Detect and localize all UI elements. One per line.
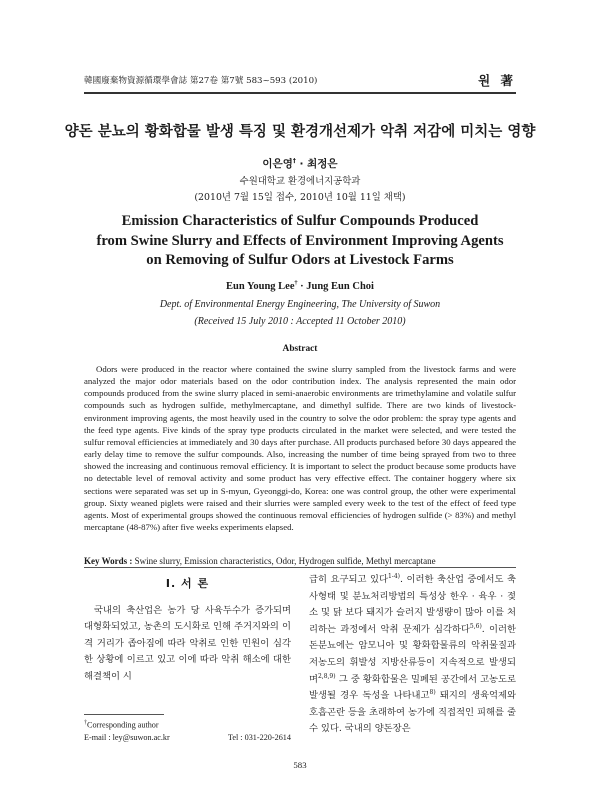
abstract-body xyxy=(84,363,516,533)
citation-ref-4: 8) xyxy=(429,689,436,697)
keywords xyxy=(84,555,516,567)
running-head xyxy=(84,74,516,94)
intro-right-seg-5: 돼지의 생육억제와 호흡곤란 등을 초래하여 농가에 직접적인 피해를 줄 수 있다. 국내의 양돈장은 xyxy=(309,690,516,735)
korean-affiliation: 수원대학교 환경에너지공학과 xyxy=(239,176,361,187)
keywords-text: Swine slurry, Emission characteristics, Odor, Hydrogen sulfide, Methyl mercaptane xyxy=(134,556,436,566)
english-title-line-3: on Removing of Sulfur Odors at Livestock Farms xyxy=(146,252,454,268)
citation-ref-1: 1-4) xyxy=(387,572,400,580)
english-dates: (Received 15 July 2010 : Accepted 11 October 2010) xyxy=(194,316,406,327)
korean-title: 양돈 분뇨의 황화합물 발생 특징 및 환경개선제가 악취 저감에 미치는 영향 xyxy=(64,124,536,140)
intro-right-seg-1: 급히 요구되고 있다 xyxy=(309,574,388,585)
footnote-mark: † xyxy=(84,720,87,726)
journal-citation: 韓國廢棄物資源循環學會誌 第27卷 第7號 583~593 (2010) xyxy=(84,76,318,86)
korean-dates: (2010년 7월 15일 접수, 2010년 10월 11일 채택) xyxy=(194,192,406,203)
english-author-2: · Jung Eun Choi xyxy=(297,281,374,292)
korean-authors xyxy=(0,156,600,171)
footnote xyxy=(84,717,291,744)
section-heading-introduction: I. 서 론 xyxy=(165,577,210,590)
citation-ref-3: 2,8,9) xyxy=(317,672,336,680)
english-title xyxy=(60,212,540,271)
intro-paragraph-left: 국내의 축산업은 농가 당 사육두수가 증가되며 대형화되었고, 농촌의 도시화로 인해 주거지와의 이격 거리가 좁아짐에 따라 악취로 인한 민원이 심각한 상황에 이르고 있고 이에 따라 악취 해소에 대한 해결책이 시 xyxy=(84,604,291,682)
header-rule xyxy=(84,92,516,94)
english-author-1: Eun Young Lee xyxy=(226,281,295,292)
english-affiliation: Dept. of Environmental Energy Engineering, The University of Suwon xyxy=(159,299,441,310)
english-authors xyxy=(0,281,600,292)
abstract-text: Odors were produced in the reactor where contained the swine slurry sampled from the livestock farms and were analyzed the major odor materials based on the odor contribution index. The analysis represented the main odor compounds produced from the swine slurry placed in semi-anaerobic environments are trimethylamine and volatile sulfur compounds such as hydrogen sulfide, methylmercaptane, and dimethyl sulfide. There are two kinds of livestock-environment improving agents, the most heavily used in the country to solve the odor problem: the spray type agents and the feed type agents. Five kinds of the spray type products circulated in the market were selected, and were tested the sulfur removal efficiencies at immediately and 30 days after purchase. All products purchased before 30 days appeared the early delay time to remove the sulfur compounds. Also, increasing the number of time being sprayed from two to three showed the increasing and continuous removal efficiency. It is important to select the product because some products have no detectable level of removal activity and some product has very effective effect. The container hoggery where six sections were separated was set up in S-myun, Gyeonggi-do, Korea: one was control group, the other were experimental group. Sixty weaned piglets were raised and their slurries were sampled every week to the test of the effect of feed type agents. Most of experimental groups showed the continuous removal efficiencies of hydrogen sulfide (> 83%) and methyl mercaptane (48-87%) after five weeks experiments elapsed. xyxy=(84,364,516,533)
footnote-corresponding xyxy=(84,717,291,732)
korean-author-2: · 최정은 xyxy=(295,158,338,170)
section-tag: 원 著 xyxy=(478,73,516,88)
intro-left-column xyxy=(84,572,291,686)
english-title-line-2: from Swine Slurry and Effects of Environment Improving Agents xyxy=(96,232,504,249)
intro-right-column xyxy=(309,572,516,738)
intro-right-seg-4: 그 중 황화합물은 밀폐된 공간에서 고농도로 발생될 경우 독성을 나타내고 xyxy=(309,673,516,702)
footnote-corresponding-label: Corresponding author xyxy=(87,720,159,730)
korean-author-1: 이은영 xyxy=(262,158,293,170)
intro-paragraph-right xyxy=(309,572,516,738)
abstract-heading: Abstract xyxy=(282,344,318,354)
keywords-label: Key Words : xyxy=(84,556,135,566)
intro-right-seg-2: . 이러한 축산업 중에서도 축사형태 및 분뇨처리방법의 특성상 한우 · 육우 · 젖소 및 닭 보다 돼지가 슬러지 발생량이 많아 이를 처리하는 과정에서 악취 문제가 심각하다 xyxy=(309,574,516,635)
footnote-rule xyxy=(84,714,164,715)
citation-ref-2: 5,6) xyxy=(469,622,482,630)
english-corresponding-mark: † xyxy=(294,280,298,287)
intro-right-seg-3: . 이러한 돈분뇨에는 암모니아 및 황화합물류의 악취물질과 저농도의 휘발성 지방산류등이 지속적으로 발생되며 xyxy=(309,623,516,685)
english-title-line-1: Emission Characteristics of Sulfur Compounds Produced xyxy=(121,213,479,229)
corresponding-mark: † xyxy=(292,157,296,165)
footnote-email: E-mail : ley@suwon.ac.kr xyxy=(84,732,170,742)
page-number: 583 xyxy=(293,760,307,770)
keywords-rule xyxy=(84,567,516,568)
footnote-tel: Tel : 031-220-2614 xyxy=(227,732,291,742)
footnote-contact-row xyxy=(84,732,291,744)
